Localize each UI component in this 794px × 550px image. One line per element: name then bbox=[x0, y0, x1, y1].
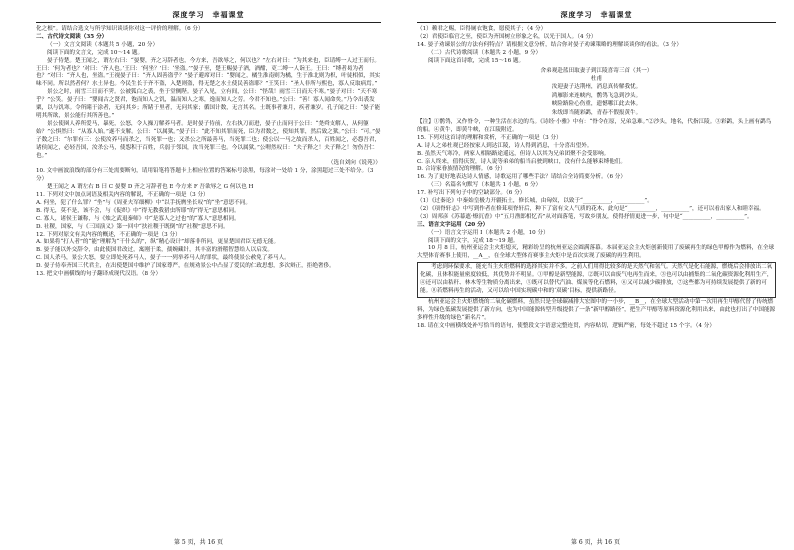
part-instruction: 阅读下面这首诗歌，完成 15～16 题。 bbox=[428, 57, 525, 64]
question-14: 14. 晏子劝谏景公的方法有何特点？请根据文意分析，结合你对晏子劝谏策略的理解谈谈你的看法。（3 分） bbox=[417, 41, 682, 48]
section-heading: 三、语言文字运用（20 分） bbox=[417, 221, 489, 228]
option: B. 得无，莫不是，该不会，与《促织》中“得无教我猎虫所耶”的“得无”意思相同。 bbox=[36, 207, 240, 214]
question-tail: 化之根”。请结合选文与所学知识谈谈你对这一评价的理解。（6 分） bbox=[36, 26, 204, 32]
passage-paragraph: 杭州亚运会主火炬燃烧的二氧化碳燃料，虽然只是全球碳减排大宏图中的一小步，__B__，在全球大型活动中第一次用再生甲醇代替了传统燃料，为绿色低碳发展提供了新方向，也为中国能源转型升级提供了一条“新甲醇路径”，把生产甲醇等原料资源化利用出来，由此也打出了中国能源多样性升级的绿色“新名片”。 bbox=[417, 298, 776, 321]
question-17: 17. 补写出下列句子中的空缺部分。（6 分） bbox=[417, 190, 526, 197]
passage-paragraph: 景公之时，雨雪三日而不霁。公被狐白之裘，坐于堂侧陛。晏子入见，立有间，公曰：“怪哉！雨雪三日而天不寒。”晏子对曰：“天不寒乎？”公笑。晏子曰：“婴闻古之贤君，饱而知人之饥，温而知人之寒，逸而知人之劳。今君不知也。”公曰：“善！寡人闻命矣。”乃令出裘发粟，以与饥寒。令所睹于涂者，无问其乡；所睹于里者，无问其家；循国计数，无言其名。士既事者兼月，疾者兼岁。孔子闻之曰：“晏子能明其所欲，景公能行其所善也。” bbox=[36, 89, 381, 119]
poem bbox=[417, 67, 776, 117]
passage-source: （选自刘向《说苑》） bbox=[327, 160, 381, 167]
page-header: 深度学习 幸福课堂 bbox=[417, 10, 776, 23]
question-13-item: （2）君使臣临官之至，使臣为齐国树立形象之名，以光于国人。（4 分） bbox=[417, 33, 597, 40]
question-18: 18. 请在文中画横线处补写恰当的语句，使整段文字语意完整连贯，内容贴切，逻辑严密，每处不超过 15 个字。（4 分） bbox=[417, 322, 715, 329]
option: A. 诗人之弟杜观已经按家人到达江陵，诗人得到消息，十分喜出望外。 bbox=[417, 142, 593, 149]
poem-line: 汝迎妻子达荆州，消息真传解我忧。 bbox=[551, 84, 642, 91]
passage-paragraph: 晏子侍楚。楚王闻之，谓左右曰：“晏婴，齐之习辞者也，今方来，吾欲辱之，何以也？”左右对曰：“为其来也，臣请缚一人过王而行。王曰：‘何为者也？’对曰：‘齐人也。’王曰：‘何坐？’曰：‘坐盗。’”晏子至，楚王赐晏子酒，酒酣，吏二缚一人诣王。王曰：“缚者曷为者也？”对曰：“齐人也，坐盗。”王视晏子曰：“齐人固善盗乎？”晏子避席对曰：“婴闻之，橘生淮南则为橘，生于淮北则为枳，叶徒相似，其实味不同。所以然者何？水土异也。今民生长于齐不盗，入楚则盗，得无楚之水土使民善盗耶？”王笑曰：“圣人非所与熙也，寡人反取病焉。” bbox=[36, 57, 381, 88]
option: D. 晏子侍奉齐国三代君主，在出使楚国中维护了国家尊严，在规劝景公中凸显了爱民的仁政思想，多次辩正，拒绝奢侈。 bbox=[36, 263, 335, 270]
question-15: 15. 下列对这首诗的理解和赏析，不正确的一项是（3 分） bbox=[417, 134, 562, 141]
option: C. 寡人，诸侯王谦称，与《烛之武退秦师》中“是寡人之过也”的“寡人”意思相同。 bbox=[36, 215, 240, 222]
question-13-item: （1）赖君之赐，臣得厕衣饱食，愿使其子；（4 分） bbox=[417, 26, 547, 32]
poem-line: 峡险路险心伤重，遗憾哪江此去休。 bbox=[551, 101, 642, 108]
question-17-item: （3）周邦彦《苏幕遮·燎沉香》中“五月渔郎相忆否”从对面落笔，写故乡朋友，使得抒情更进一步，句中是“__________，__________”。 bbox=[417, 213, 753, 220]
part-title: （二）古代诗歌阅读（本题共 2 小题，9 分） bbox=[428, 49, 542, 56]
question-16: 16. 为了更好地表达诗人情感，诗歌运用了哪些手法？请结合全诗简要分析。（6 分） bbox=[417, 174, 626, 181]
question-10-line: 楚王闻之 A 谓左右 B 曰 C 晏婴 D 齐之习辞者也 E 今方来 F 吾欲辱之 G 何以也 H bbox=[47, 184, 254, 191]
question-17-item: （2）《项脊轩志》中写到作者在修葺项脊轩后，种下了富有文人气质的花木，此句是“__________，__________”，还可以看出家人和睦幸福。 bbox=[417, 205, 765, 212]
option: D. 合诗家眷族情况的理解。（6 分） bbox=[417, 166, 506, 173]
page-footer: 第 5 页，共 16 页 bbox=[173, 539, 224, 546]
option: B. 虽然天气寒冷，两家人相隔路途遥远，但诗人以其为兄弟团聚不会受影响。 bbox=[417, 150, 610, 157]
part-title: （三）名篇名句默写（本题共 1 小题，6 分） bbox=[428, 182, 542, 189]
section-heading: 二、古代诗文阅读（35 分） bbox=[36, 33, 108, 40]
page-6 bbox=[397, 0, 794, 550]
question-13: 13. 把文中画横线的句子翻译成现代汉语。（8 分） bbox=[36, 271, 162, 278]
part-instruction: 阅读下面的文字，完成 18～19 题。 bbox=[428, 237, 519, 244]
passage-paragraph: 10 月 8 日，杭州亚运会主火炬熄灭，精彩纷呈的杭州亚运会圆满落幕。本届亚运会主火炬创新使用了废碳再生的绿色甲醇作为燃料，在全球大型体育赛事上使用，__A__，在全球大型体育赛事主火炬中是首次实现了废碳的再生利用。 bbox=[417, 245, 775, 260]
question-10: 10. 文中画波浪线的部分有三处需要断句，请用铅笔将答题卡上相应位置的答案标号涂黑，每涂对一处给 1 分，涂黑超过三处不给分。（3 分） bbox=[36, 168, 374, 183]
option: C. 国人杀马，景公大怒，要立即处死养马人，晏子一一列举养马人的罪状，最终使景公赦免了养马人。 bbox=[36, 255, 290, 262]
question-17-item: （1）《过秦论》中秦始皇极力开疆拓土，修长城，由匈奴，以致于“__________，__________”。 bbox=[417, 198, 653, 205]
option: D. 社稷，国家，与《三国演义》第一回中“扶社稷于既倒”的“社稷”意思不同。 bbox=[36, 223, 229, 230]
option: A. 何坐，犯了什么罪？“坐”与《周亚夫军细柳》中“以手抚膺坐长叹”的“坐”意思不同。 bbox=[36, 199, 251, 206]
poet: 杜甫 bbox=[590, 75, 603, 82]
poem-line: 鸿雁影来连峡内，鹡鸰飞急到沙头。 bbox=[551, 92, 642, 99]
option: B. 晏子能以外交辞令，由此使国君改过，寓刚于柔，孺婉藏针，其丰富的滑稽智慧给人以启发。 bbox=[36, 247, 274, 254]
option: A. 如果将“打人者”的“能”理解为“干什么的”，纵“精心设计”却落非所问，更显楚国君臣无德无能。 bbox=[36, 239, 280, 246]
page-header: 深度学习 幸福课堂 bbox=[36, 10, 381, 23]
poem-note: 【注】①鹡鸰，又作脊令，一种生活在水边的鸟。《诗经·小雅》中有：“脊令在原，兄弟急难。”②沙头，地名，代指江陵。③彩鹢，头上画有鹢鸟的船。④黄牛，即黄牛峡，在江陵附近。 bbox=[417, 118, 772, 133]
part-title: （一）文言文阅读（本题共 5 小题，20 分） bbox=[47, 41, 159, 48]
passage-paragraph: 考虑到环保要求，能充当主火炬燃料的选择其实并不多。之前人们用得比较多的是天然气和氢气。天然气是化石能源，燃烧后会排放出二氧化碳，且体积能量密度较低，其优势并不明显。①甲醇是新型能源，②既可以由废气电再生而来，③也可以由捕集的二氧化碳资源化利用生产，④还可以由秸秆、林木等生物质分离出来，⑤既可以替代汽油、煤炭等化石燃料，⑥又可以减少碳排放，⑦这些都为可持续发展提供了新的可能。⑧若燃料再生的活动，又可以给中国实现碳中和的‘双碳’目标，提供新路径。 bbox=[417, 262, 776, 298]
question-11: 11. 下列对文中加点词语及相关内容的解说，不正确的一项是（3 分） bbox=[36, 192, 209, 199]
passage-paragraph: 景公使圉人养所爱马，暴死，公怒，令人操刀解养马者。是时晏子侍前，左右执刀而进，晏子止而问于公曰：“尧舜支解人，从何躯始？”公惧然曰：“从寡人始。”遂不支解。公曰：“以属狱。”晏子曰：“此不知其罪而死，臣为君数之，使知其罪，然后致之狱。”公曰：“可。”晏子数之曰：“尔罪有三：公使汝养马而杀之，当死罪一也；又杀公之所最善马，当死罪二也；使公以一马之故而杀人，百姓闻之，必怨吾君，诸侯闻之，必轻吾国，汝杀公马，使怨积于百姓，兵弱于邻国，汝当死罪三也。今以属狱。”公喟然叹曰：“夫子释之！夫子释之！勿伤吾仁也。” bbox=[36, 120, 381, 159]
part-title: （一）语言文字运用 I（本题共 2 小题，10 分） bbox=[428, 229, 549, 236]
poem-title: 舍弟观赴蓝田取妻子到江陵喜寄三首（其一） bbox=[540, 67, 653, 74]
page-footer: 第 6 页，共 16 页 bbox=[570, 539, 621, 546]
poem-line: 朱绂即当随彩鹢，青春不假报黄牛。 bbox=[551, 109, 642, 116]
page-body bbox=[36, 26, 381, 279]
page-body bbox=[417, 26, 776, 331]
question-12: 12. 下列对原文有关内容的概述，不正确的一项是（3 分） bbox=[36, 231, 181, 238]
option: C. 亲人终来，值得庆贺，诗人说等弟弟的船当启驶到峡口，没有什么能够束缚他们。 bbox=[417, 158, 627, 165]
part-instruction: 阅读下面的文言文，完成 10～14 题。 bbox=[47, 49, 144, 56]
